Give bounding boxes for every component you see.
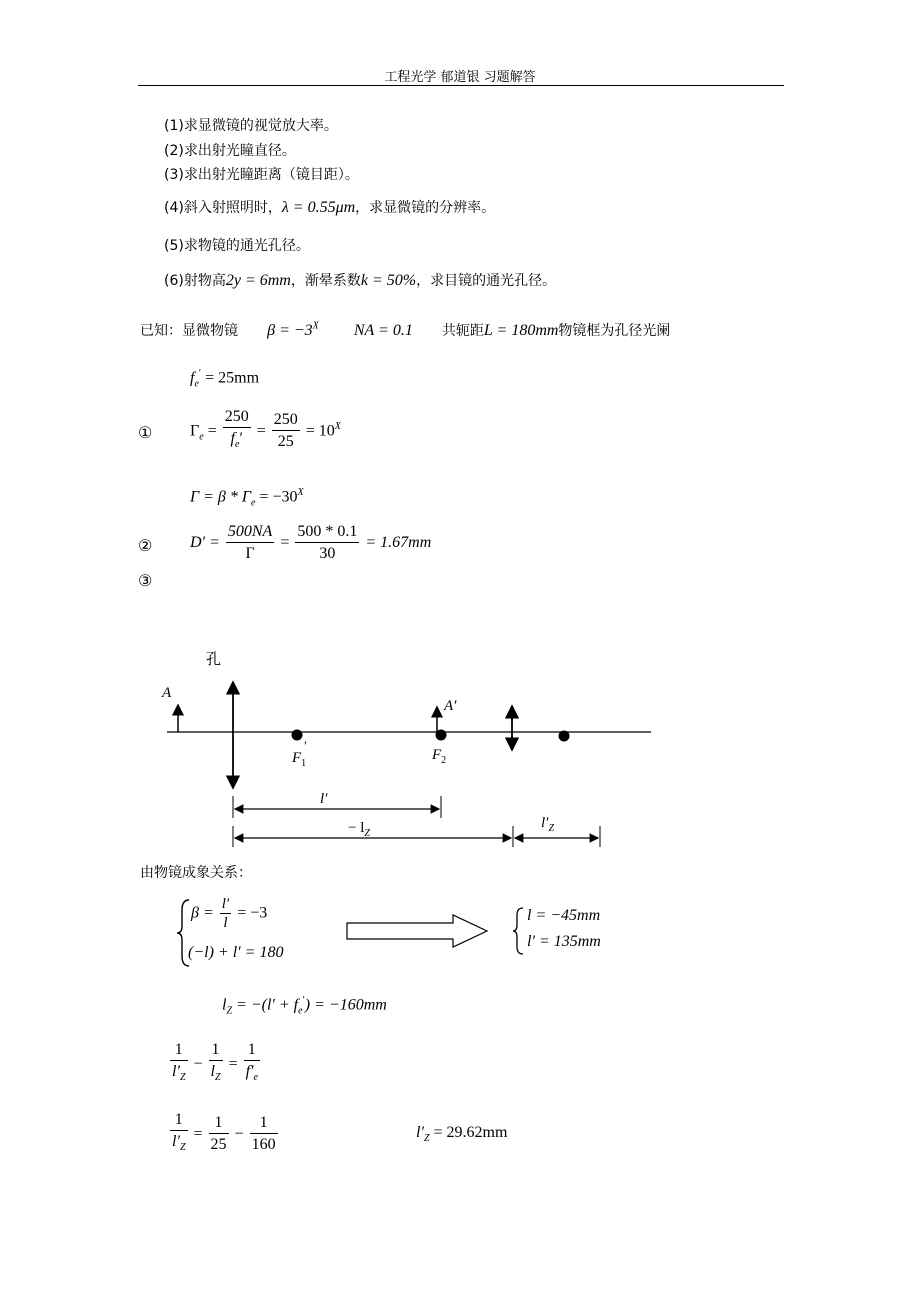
question-2: (2)求出射光瞳直径。 [164,143,296,159]
question-4: (4)斜入射照明时，λ = 0.55μm，求显微镜的分辨率。 [164,199,496,216]
focal-point-f1 [292,730,303,741]
image-label: A′ [444,698,457,714]
result-brace [512,906,526,956]
dim-l-prime-label: l′ [320,791,328,807]
frac-500-30: $\frac{500 * 0.1}{30}$ [297,523,358,562]
step-1-equation: $\Gamma_e$ = $\frac{250}{f_e'}$ = $\frac{250}{25}$ = $10^X$ [190,407,341,456]
step-1-marker: ① [138,423,153,442]
step-3-marker: ③ [138,571,153,590]
page-header: 工程光学 郁道银 习题解答 [384,70,536,85]
result-l-prime: l′ = 135mm [527,933,601,950]
result-l: l = −45mm [527,907,601,924]
system-eq-1: β = $\frac{l'}{l}$ = −3 [191,896,268,931]
dim-minus-lz-label: − $l_Z$ [348,820,370,839]
frac-250-25: $\frac{250}{25}$ [273,411,298,451]
focal-point-f2 [436,730,447,741]
given-fe: $f_e' = 25mm$ [190,368,260,390]
object-label: A [162,685,172,701]
frac-500na-gamma: $\frac{500NA}{\Gamma}$ [227,523,273,562]
f2-label: $F_2$ [432,747,447,766]
eyepiece-focal-point [559,731,570,742]
lens-equation: $\frac{1}{l'_Z}$ − $\frac{1}{l_Z}$ = $\frac{1}{f'_e}$ [172,1041,258,1084]
question-6: (6)射物高2y = 6mm，渐晕系数k = 50%，求目镜的通光孔径。 [164,272,557,289]
given-line: 已知：显微物镜 $\beta = -3^X$ NA = 0.1 共轭距L = 180mm物镜框为孔径光阑 [140,320,671,339]
dim-l-prime-z-label: $l'_Z$ [541,815,555,834]
step-2-marker: ② [138,536,153,555]
frac-250-fe: $\frac{250}{f_e'}$ [224,408,249,451]
header-rule [138,85,784,86]
system-eq-2: (−l) + l′ = 180 [188,944,284,961]
question-3: (3)求出射光瞳距离（镜目距）。 [164,167,359,183]
aperture-stop-label: 孔 [206,652,222,668]
implies-arrow [345,913,490,949]
question-1: (1)求显微镜的视觉放大率。 [164,118,338,134]
f1-label: $F_1'$ [292,738,308,769]
imaging-label: 由物镜成象关系： [140,865,252,881]
optical-diagram [0,640,920,860]
question-5: (5)求物镜的通光孔径。 [164,238,310,254]
lz-equation: $l_Z = -(l' + f_e') = -160mm$ [222,995,387,1017]
numeric-result: $l'_Z = 29.62mm$ [416,1124,508,1145]
step-1-total-magnification: $\Gamma = \beta * \Gamma_e = -30^X$ [190,487,304,509]
numeric-equation: $\frac{1}{l'_Z}$ = $\frac{1}{25}$ − $\frac{1}{160}$ [172,1111,276,1154]
step-2-equation: D′ = $\frac{500NA}{\Gamma}$ = $\frac{500 * 0.1}{30}$ = 1.67mm [190,522,431,565]
